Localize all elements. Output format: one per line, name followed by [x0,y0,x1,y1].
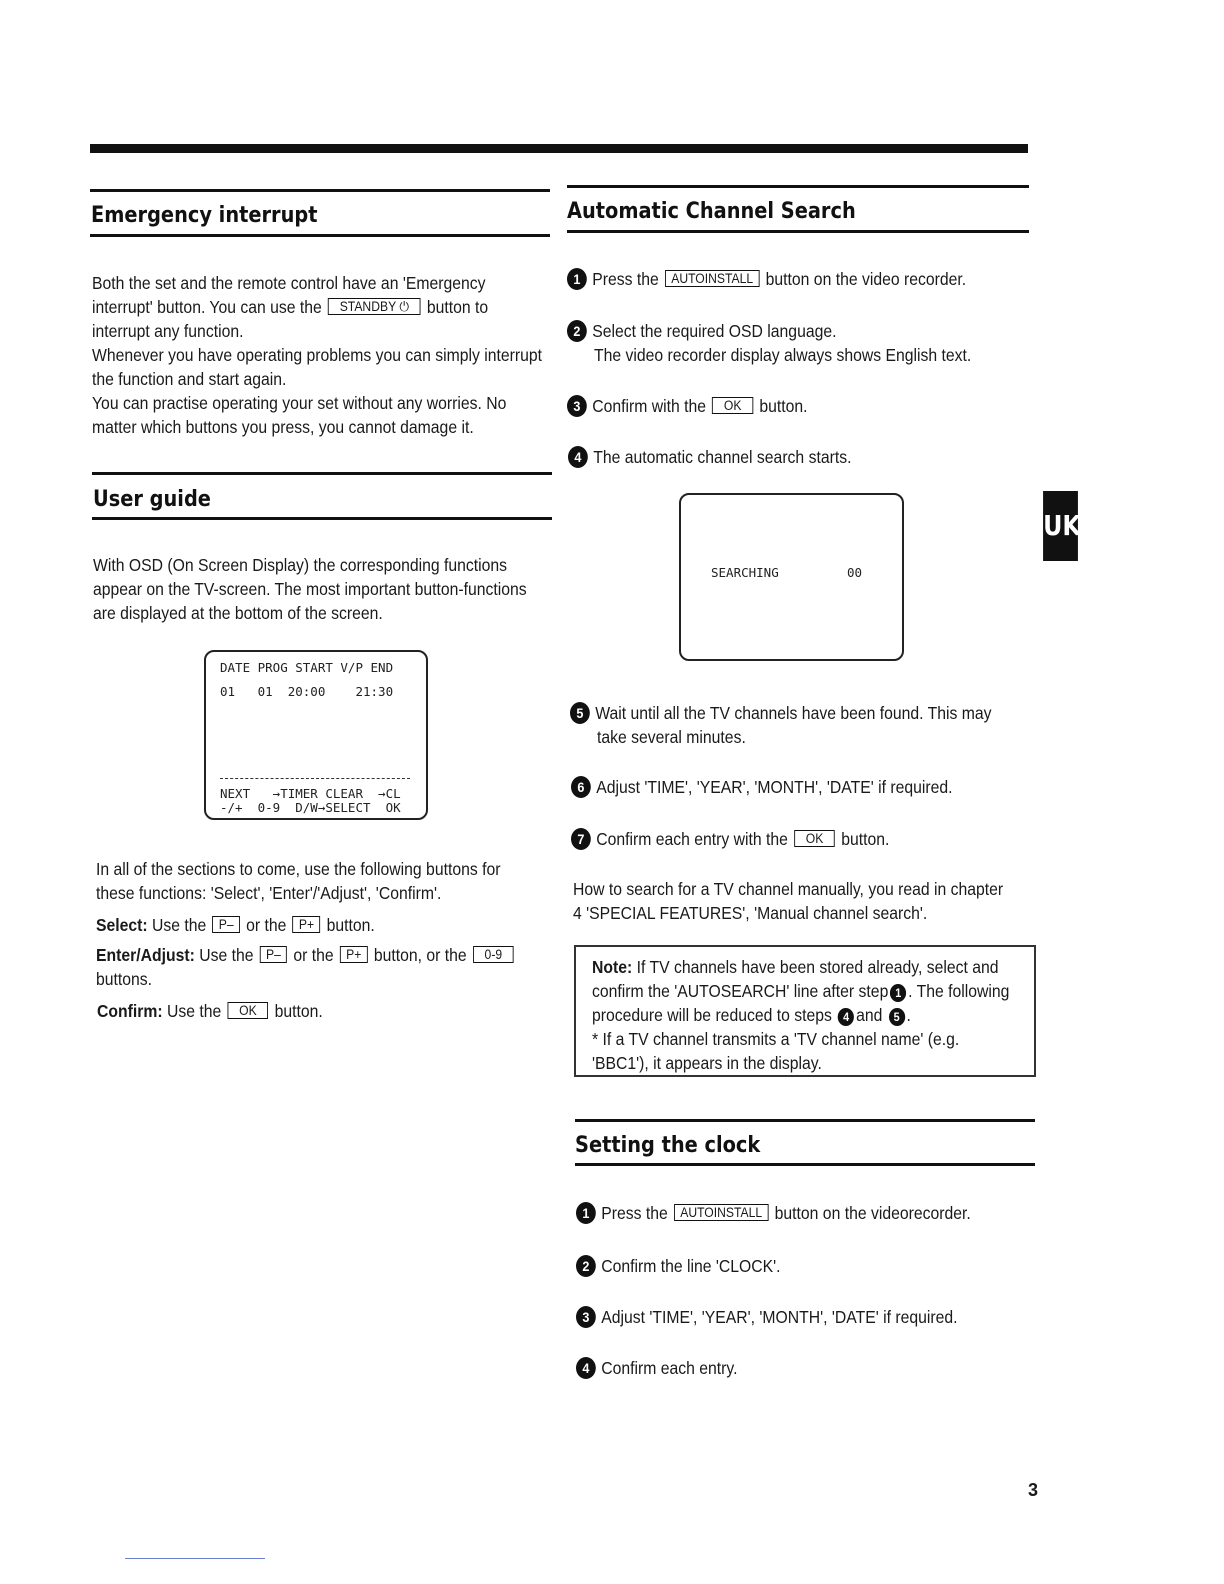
user-guide-intro: With OSD (On Screen Display) the corresponding functions appear on the TV-screen. The most important button-functions are displayed at the bottom of the screen. [93,555,527,623]
user-guide-heading: User guide [93,487,211,512]
step-text: button. [759,396,808,416]
emergency-text: button to interrupt any function. [92,297,489,341]
step-text: Confirm each entry with the [596,829,788,849]
note-text: Note: If TV channels have been stored already, select and confirm the 'AUTOSEARCH' line after step 1 . The following procedure will be reduced to steps 4 and 5 . * If a TV channel transmits a 'TV channel name' (e.g. 'BBC1'), it appears in the display. [592,955,1015,1075]
osd-footer-line2: -/+ 0-9 D/W→SELECT OK [220,800,401,815]
confirm-line [97,999,529,1023]
manual-search-hint: How to search for a TV channel manually, you read in chapter 4 'SPECIAL FEATURES', 'Manual channel search'. [573,879,1004,923]
step-number-badge: 5 [570,702,590,724]
enter-adjust-label: Enter/Adjust: [96,945,195,965]
section-rule-top [92,472,552,475]
step-number-badge: 1 [567,268,587,290]
step-text: Adjust 'TIME', 'YEAR', 'MONTH', 'DATE' if required. [596,777,953,797]
standby-button-label: STANDBY ⏻ [328,298,421,315]
section-rule-bottom [575,1163,1035,1166]
select-text: Use the [152,915,207,935]
osd-values: 01 01 20:00 21:30 [220,684,394,699]
clock-step-2 [576,1254,781,1278]
clock-step-4 [576,1356,737,1380]
auto-step-4 [568,445,851,469]
confirm-text: Use the [167,1001,222,1021]
confirm-label: Confirm: [97,1001,163,1021]
section-rule-top [90,189,550,192]
emergency-text: Both the set and the remote control have an 'Emergency interrupt' button. You can use the [92,273,486,317]
step-text: Select the required OSD language. [592,321,837,341]
note-box [574,945,1036,1077]
searching-count: 00 [847,565,863,580]
emergency-heading: Emergency interrupt [91,203,318,228]
step-text: The video recorder display always shows English text. [594,345,972,365]
step-number-badge: 3 [576,1306,596,1328]
auto-step-6 [571,775,953,799]
auto-step-3 [567,394,808,418]
auto-search-heading: Automatic Channel Search [567,199,856,224]
step-text: Press the [601,1203,668,1223]
select-text: button. [326,915,375,935]
step-number-badge: 5 [889,1008,905,1026]
section-rule-top [567,185,1029,188]
ok-button-label: OK [227,1002,268,1019]
autoinstall-button-label: AUTOINSTALL [665,270,760,287]
searching-screen [679,493,904,661]
p-minus-button-label: P– [260,946,287,963]
step-text: button. [841,829,890,849]
step-number-badge: 3 [567,395,587,417]
step-text: Adjust 'TIME', 'YEAR', 'MONTH', 'DATE' if required. [601,1307,958,1327]
note-label: Note: [592,957,633,977]
searching-label: SEARCHING [711,565,779,580]
ok-button-label: OK [712,397,753,414]
clock-step-3 [576,1305,958,1329]
auto-step-1 [567,267,966,291]
autoinstall-button-label: AUTOINSTALL [674,1204,769,1221]
footer-line [125,1558,265,1559]
page-number: 3 [1028,1480,1039,1500]
note-text-c: * If a TV channel transmits a 'TV channel name' (e.g. 'BBC1'), it appears in the display. [592,1029,960,1073]
select-line [96,913,546,937]
section-rule-bottom [567,230,1029,233]
note-text-b: . The following procedure will be reduced to steps [592,981,1010,1025]
ok-button-label: OK [794,830,835,847]
step-text: Confirm each entry. [601,1358,738,1378]
step-number-badge: 4 [576,1357,596,1379]
confirm-text: button. [274,1001,323,1021]
language-tab: UK [1043,491,1078,561]
step-number-badge: 1 [890,984,906,1002]
step-text: button on the video recorder. [765,269,967,289]
osd-divider [220,778,410,779]
select-text: or the [246,915,287,935]
step-text: The automatic channel search starts. [593,447,852,467]
auto-step-7 [571,827,889,851]
auto-step-2 [567,319,971,367]
clock-step-1 [576,1201,971,1225]
step-number-badge: 7 [571,828,591,850]
section-rule-bottom [90,234,550,237]
osd-screen [204,650,428,820]
digits-button-label: 0-9 [473,946,514,963]
emergency-text: Whenever you have operating problems you can simply interrupt the function and start again. [92,345,542,389]
enter-text: or the [293,945,334,965]
p-minus-button-label: P– [213,916,240,933]
step-number-badge: 2 [576,1255,596,1277]
step-number-badge: 4 [568,446,588,468]
step-number-badge: 2 [567,320,587,342]
p-plus-button-label: P+ [340,946,368,963]
clock-heading: Setting the clock [575,1133,761,1158]
emergency-text: You can practise operating your set without any worries. No matter which buttons you press, you cannot damage it. [92,393,507,437]
step-text: Confirm with the [592,396,706,416]
note-text-a: If TV channels have been stored already, select and confirm the 'AUTOSEARCH' line after step [592,957,999,1001]
step-text: take several minutes. [597,727,746,747]
step-text: Wait until all the TV channels have been found. This may [595,703,992,723]
sections-intro: In all of the sections to come, use the following buttons for these functions: 'Select', 'Enter'/'Adjust', 'Confirm'. [96,859,501,903]
enter-adjust-line [96,943,519,991]
enter-text: button, or the [373,945,467,965]
section-rule-bottom [92,517,552,520]
note-text-and: and [856,1005,883,1025]
step-number-badge: 1 [576,1202,596,1224]
step-number-badge: 4 [838,1008,854,1026]
enter-text: buttons. [96,969,153,989]
step-text: Confirm the line 'CLOCK'. [601,1256,781,1276]
osd-footer-line1: NEXT →TIMER CLEAR →CL [220,786,401,801]
emergency-body [92,271,542,439]
step-number-badge: 6 [571,776,591,798]
step-text: Press the [592,269,659,289]
select-label: Select: [96,915,148,935]
auto-step-5 [570,701,992,749]
p-plus-button-label: P+ [293,916,321,933]
osd-header: DATE PROG START V/P END [220,660,394,675]
section-rule-top [575,1119,1035,1122]
enter-text: Use the [199,945,254,965]
step-text: button on the videorecorder. [774,1203,971,1223]
top-bar [90,144,1028,153]
